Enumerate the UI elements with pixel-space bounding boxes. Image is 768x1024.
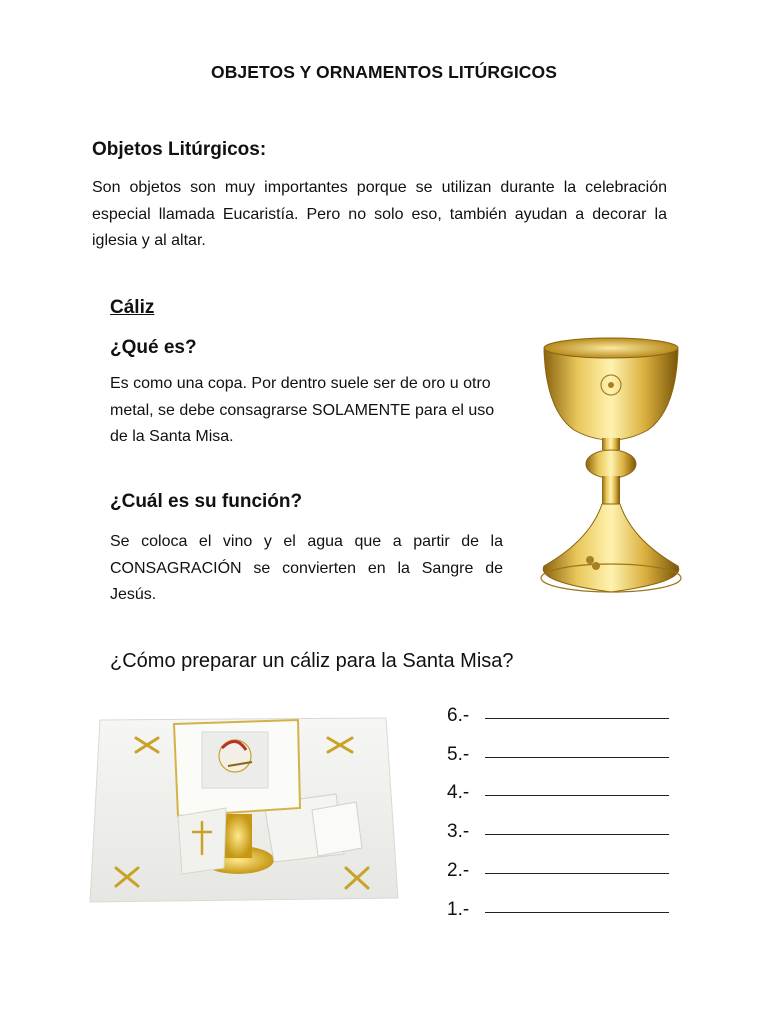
linens-image: [86, 704, 402, 910]
que-es-text: Es como una copa. Por dentro suele ser de oro u otro metal, se debe consagrarse SOLAMENTE para el uso de la Santa Misa.: [110, 375, 495, 445]
step-6: [447, 688, 669, 727]
answer-blank[interactable]: [485, 912, 669, 913]
como-preparar-heading: ¿Cómo preparar un cáliz para la Santa Misa?: [110, 650, 514, 672]
page-title: OBJETOS Y ORNAMENTOS LITÚRGICOS: [210, 62, 558, 82]
caliz-heading: Cáliz: [110, 297, 155, 318]
steps-list: [447, 688, 669, 921]
funcion-text: Se coloca el vino y el agua que a partir de la CONSAGRACIÓN se convierten en la Sangre de Jesús.: [110, 533, 503, 603]
section-heading: Objetos Litúrgicos:: [92, 139, 267, 160]
chalice-image: [530, 330, 692, 602]
step-number: 1.-: [447, 898, 470, 920]
step-number: 4.-: [447, 782, 470, 804]
step-4: [447, 766, 669, 805]
step-3: [447, 804, 669, 843]
step-number: 6.-: [447, 704, 470, 726]
answer-blank[interactable]: [485, 718, 669, 719]
step-number: 5.-: [447, 743, 470, 765]
step-2: [447, 843, 669, 882]
step-number: 2.-: [447, 859, 470, 881]
step-5: [447, 727, 669, 766]
answer-blank[interactable]: [485, 873, 669, 874]
step-1: [447, 882, 669, 921]
answer-blank[interactable]: [485, 757, 669, 758]
step-number: 3.-: [447, 821, 470, 843]
que-es-heading: ¿Qué es?: [110, 337, 197, 358]
intro-paragraph: Son objetos son muy importantes porque se utilizan durante la celebración especial llamada Eucaristía. Pero no solo eso, también ayudan a decorar la iglesia y al altar.: [92, 179, 667, 249]
funcion-heading: ¿Cuál es su función?: [110, 491, 303, 512]
answer-blank[interactable]: [485, 795, 669, 796]
answer-blank[interactable]: [485, 834, 669, 835]
